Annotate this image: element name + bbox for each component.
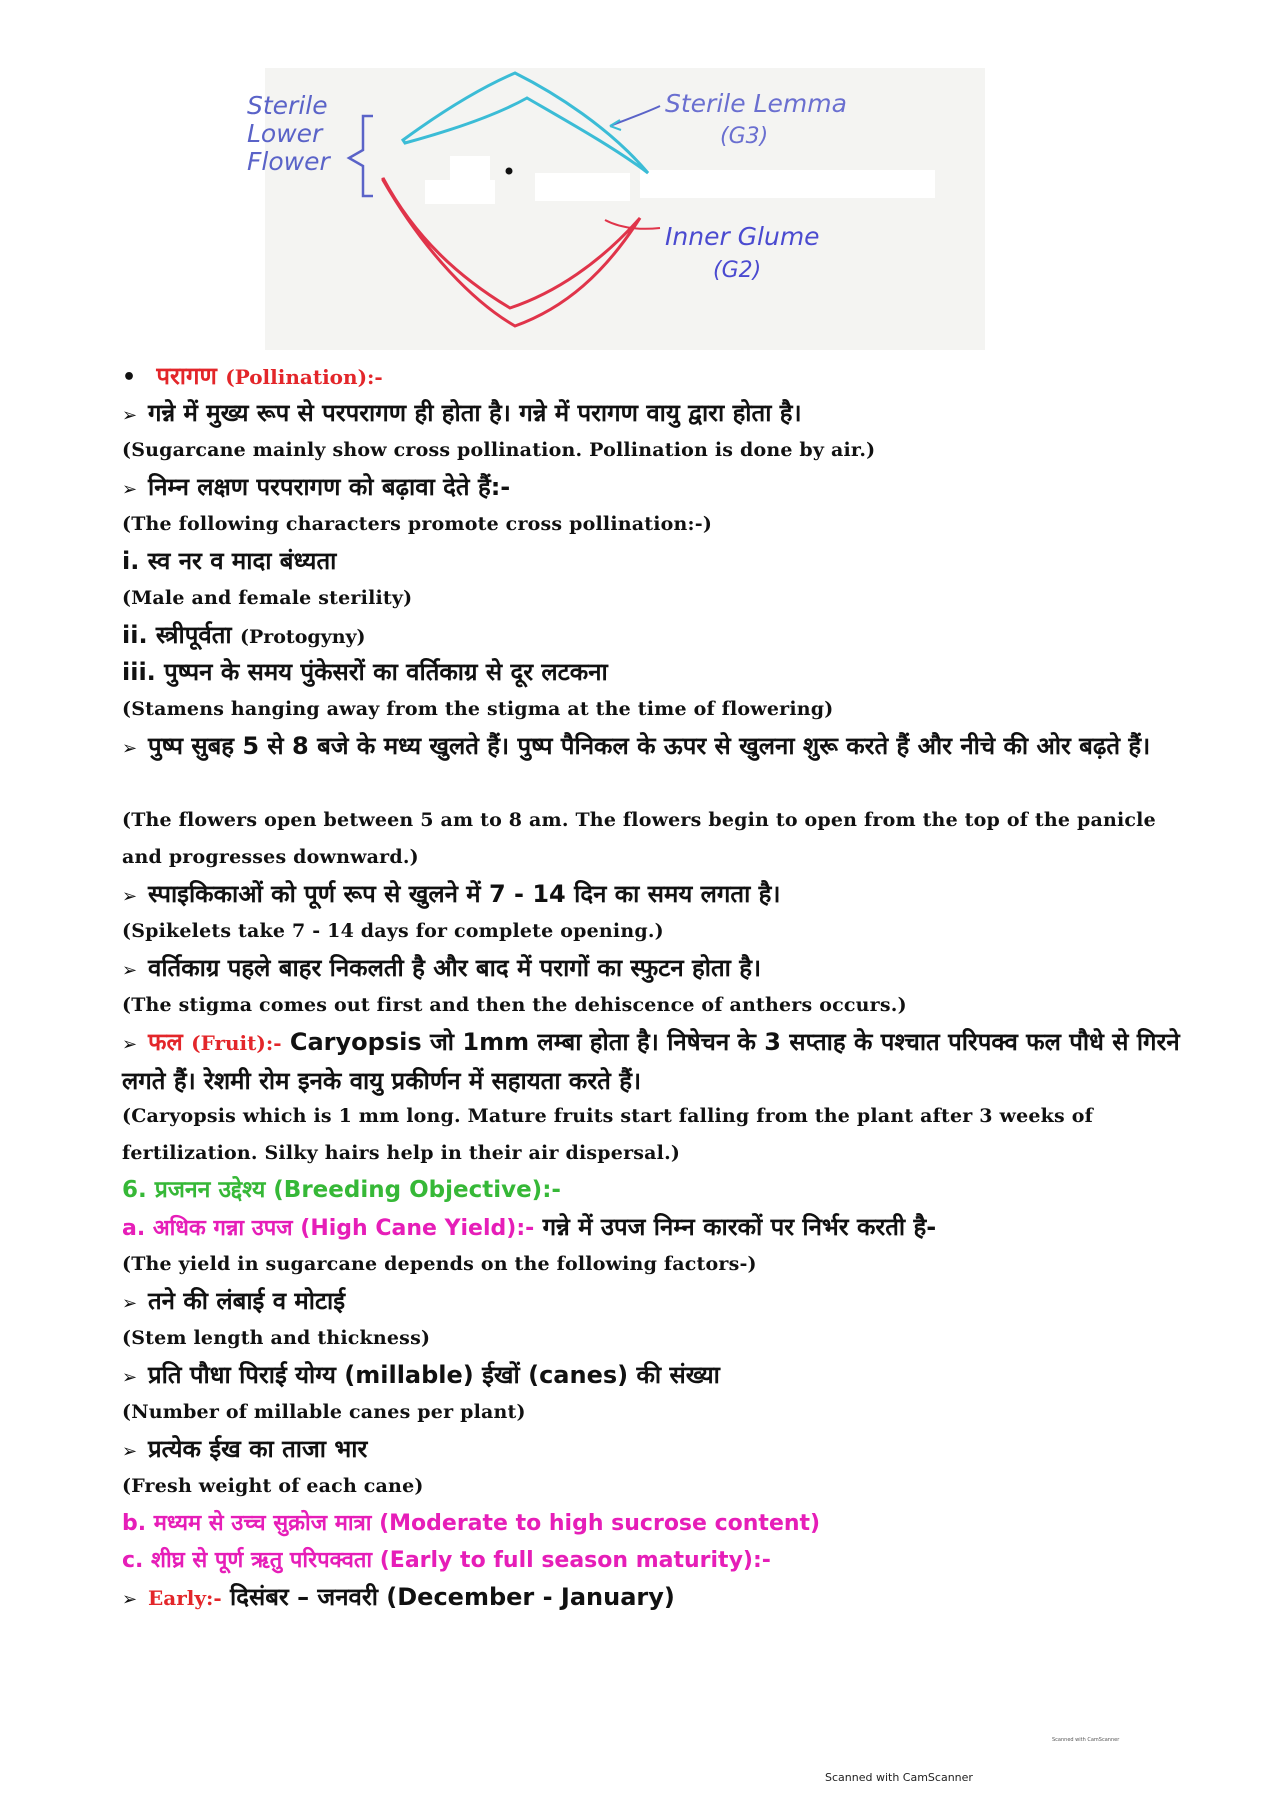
label-sterile: Sterile [247,91,328,120]
para-2-en: (The following characters promote cross pollination:-) [122,513,713,535]
label-sterile-lemma: Sterile Lemma [665,89,847,118]
sucrose-heading: b. मध्यम से उच्च सुक्रोज मात्रा (Moderate to high sucrose content) [122,1511,821,1536]
para-1-hi-text: गन्ने में मुख्य रूप से परपरागण ही होता है। गन्ने में परागण वायु द्वारा होता है। [148,399,802,427]
mask-patch [535,173,630,201]
pollination-heading [122,358,1182,395]
arrow-icon: ➢ [122,405,138,426]
arrow-icon: ➢ [122,1293,138,1314]
para-2-hi [122,469,1182,506]
early-label: Early:- [148,1586,222,1610]
arrow-icon: ➢ [122,738,138,759]
para-7-hi [122,876,1182,913]
spikelet-sketch [247,68,985,350]
mask-patch [425,180,495,204]
label-g2: (G2) [713,258,762,283]
para-6-hi [122,728,1182,802]
pollination-heading-en: (Pollination):- [225,365,383,389]
high-cane-yield-en: (The yield in sugarcane depends on the following factors-) [122,1253,757,1275]
para-2-hi-text: निम्न लक्षण परपरागण को बढ़ावा देते हैं:- [148,473,511,501]
fruit-para-hi [122,1024,1182,1098]
para-8-en: (The stigma comes out first and then the dehiscence of anthers occurs.) [122,994,907,1016]
arrow-icon: ➢ [122,1589,138,1610]
arrow-icon: ➢ [122,960,138,981]
para-8-hi [122,950,1182,987]
factor-2-hi-text: प्रति पौधा पिराई योग्य (millable) ईखों (canes) की संख्या [148,1361,720,1389]
bullet-icon: • [122,365,137,390]
para-7-en: (Spikelets take 7 - 14 days for complete opening.) [122,920,664,942]
factor-1-en: (Stem length and thickness) [122,1327,431,1349]
fruit-heading-en: (Fruit):- [191,1031,282,1055]
early-text: दिसंबर – जनवरी (December - January) [230,1583,675,1611]
factor-3-hi [122,1431,1182,1468]
para-7-hi-text: स्पाइकिकाओं को पूर्ण रूप से खुलने में 7 - 14 दिन का समय लगता है। [148,880,781,908]
para-8-hi-text: वर्तिकाग्र पहले बाहर निकलती है और बाद में परागों का स्फुटन होता है। [148,954,762,982]
arrow-icon: ➢ [122,1034,138,1055]
factor-2-en: (Number of millable canes per plant) [122,1401,526,1423]
factor-1-hi-text: तने की लंबाई व मोटाई [148,1287,346,1315]
high-cane-yield [122,1209,1182,1246]
fruit-para-en: (Caryopsis which is 1 mm long. Mature fruits start falling from the plant after 3 weeks of fertilization. Silky hairs help in their air dispersal.) [122,1105,1093,1164]
breeding-objective-heading: 6. प्रजनन उद्देश्य (Breeding Objective):- [122,1177,561,1203]
arrow-icon: ➢ [122,479,138,500]
para-1-hi [122,395,1182,432]
arrow-icon: ➢ [122,1441,138,1462]
high-cane-yield-text: गन्ने में उपज निम्न कारकों पर निर्भर करती है- [542,1213,937,1241]
label-flower: Flower [247,147,330,176]
para-4-hi: ii. स्त्रीपूर्वता [122,621,232,649]
para-4 [122,617,1182,654]
label-lower: Lower [247,119,323,148]
spikelet-diagram [247,68,985,350]
para-1-en: (Sugarcane mainly show cross pollination. Pollination is done by air.) [122,439,876,461]
early-line [122,1579,1182,1616]
document-body [122,358,1182,1616]
center-dot [506,168,513,175]
maturity-heading: c. शीघ्र से पूर्ण ऋतु परिपक्वता (Early to full season maturity):- [122,1548,771,1573]
para-4-en: (Protogyny) [239,626,366,648]
label-g3: (G3) [720,124,769,149]
factor-3-en: (Fresh weight of each cane) [122,1475,424,1497]
para-3-hi: i. स्व नर व मादा बंध्यता [122,547,337,575]
para-6-en: (The flowers open between 5 am to 8 am. The flowers begin to open from the top of the panicle and progresses downward.) [122,809,1156,868]
factor-1-hi [122,1283,1182,1320]
camscanner-watermark-small: Scanned with CamScanner [1052,1737,1120,1743]
arrow-icon: ➢ [122,1367,138,1388]
para-5-hi: iii. पुष्पन के समय पुंकेसरों का वर्तिकाग्र से दूर लटकना [122,658,608,686]
bracket [349,116,373,196]
para-5-en: (Stamens hanging away from the stigma at the time of flowering) [122,698,834,720]
lemma-leader-tip [610,120,621,130]
lemma-leader [610,106,660,126]
arrow-icon: ➢ [122,886,138,907]
pollination-heading-hi: परागण [156,362,217,390]
para-6-hi-text: पुष्प सुबह 5 से 8 बजे के मध्य खुलते हैं। पुष्प पैनिकल के ऊपर से खुलना शुरू करते हैं और नीचे की ओर बढ़ते हैं। [148,732,1151,760]
high-cane-yield-heading: a. अधिक गन्ना उपज (High Cane Yield):- [122,1216,535,1241]
para-3-en: (Male and female sterility) [122,587,413,609]
fruit-heading-hi: फल [148,1028,183,1056]
mask-patch [640,170,935,198]
factor-3-hi-text: प्रत्येक ईख का ताजा भार [148,1435,368,1463]
label-inner-glume: Inner Glume [665,222,820,251]
factor-2-hi [122,1357,1182,1394]
fruit-para-hi-text: Caryopsis जो 1mm लम्बा होता है। निषेचन के 3 सप्ताह के पश्चात परिपक्व फल पौधे से गिरने लगते हैं। रेशमी रोम इनके वायु प्रकीर्णन में सहायता करते हैं। [122,1028,1180,1095]
camscanner-watermark: Scanned with CamScanner [825,1771,973,1784]
sterile-lemma-shape [403,73,648,173]
